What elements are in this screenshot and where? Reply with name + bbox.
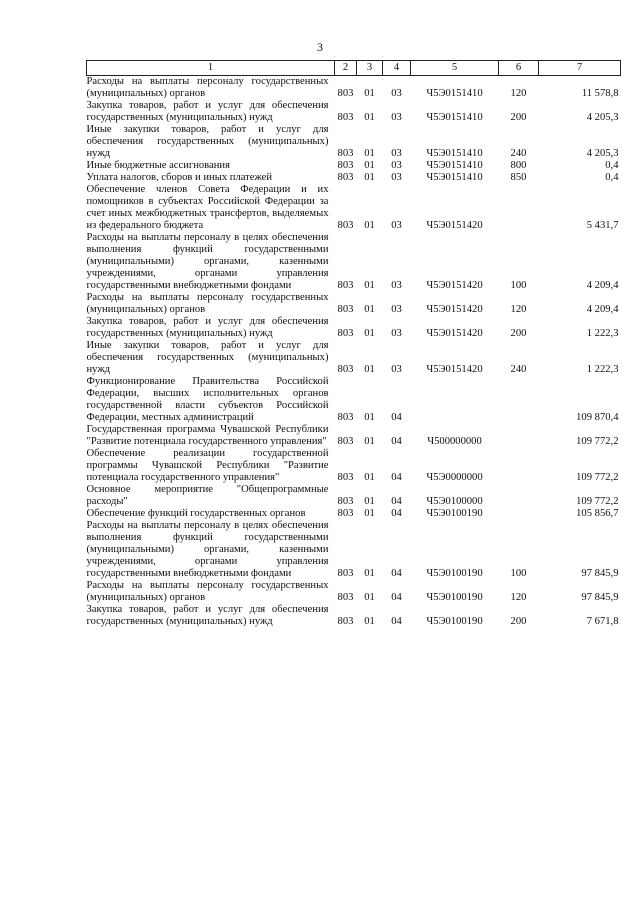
row-expense-type: 800 bbox=[510, 160, 527, 171]
row-name: Расходы на выплаты персоналу государственных (муниципальных) органов bbox=[86, 292, 329, 315]
page-number: 3 bbox=[317, 40, 323, 54]
row-expense-type: 100 bbox=[510, 568, 527, 579]
row-code: 803 bbox=[337, 436, 354, 447]
row-code: 803 bbox=[337, 364, 354, 375]
row-code: 803 bbox=[337, 412, 354, 423]
row-target-article bbox=[411, 376, 499, 424]
row-subsection: 04 bbox=[391, 568, 402, 579]
row-amount: 0,4 bbox=[605, 172, 619, 183]
row-name: Уплата налогов, сборов и иных платежей bbox=[86, 172, 273, 183]
row-subsection: 04 bbox=[391, 412, 402, 423]
row-code: 803 bbox=[337, 496, 354, 507]
row-target-article: Ч5Э0151410 bbox=[426, 160, 483, 171]
table-row bbox=[87, 580, 621, 604]
row-amount: 97 845,9 bbox=[581, 592, 619, 603]
row-amount: 1 222,3 bbox=[586, 328, 619, 339]
table-row bbox=[87, 520, 621, 580]
table-row bbox=[87, 316, 621, 340]
row-section: 01 bbox=[364, 88, 375, 99]
row-amount: 4 205,3 bbox=[586, 148, 619, 159]
row-target-article: Ч5Э0151420 bbox=[426, 364, 483, 375]
row-section: 01 bbox=[364, 328, 375, 339]
row-code: 803 bbox=[337, 88, 354, 99]
row-amount: 97 845,9 bbox=[581, 568, 619, 579]
row-target-article: Ч5Э0151410 bbox=[426, 148, 483, 159]
row-code: 803 bbox=[337, 592, 354, 603]
table-row bbox=[87, 76, 621, 101]
row-section: 01 bbox=[364, 364, 375, 375]
budget-table bbox=[86, 60, 621, 628]
row-name: Иные закупки товаров, работ и услуг для обеспечения государственных (муниципальных) нужд bbox=[86, 124, 329, 159]
row-code: 803 bbox=[337, 472, 354, 483]
row-amount: 1 222,3 bbox=[586, 364, 619, 375]
row-amount: 105 856,7 bbox=[576, 508, 619, 519]
row-subsection: 03 bbox=[391, 148, 402, 159]
table-row bbox=[87, 508, 621, 520]
row-name: Расходы на выплаты персоналу государственных (муниципальных) органов bbox=[86, 76, 329, 99]
row-subsection: 03 bbox=[391, 172, 402, 183]
table-row bbox=[87, 376, 621, 424]
table-row bbox=[87, 340, 621, 376]
row-section: 01 bbox=[364, 412, 375, 423]
row-name: Закупка товаров, работ и услуг для обеспечения государственных (муниципальных) нужд bbox=[86, 316, 329, 339]
row-expense-type: 200 bbox=[510, 616, 527, 627]
row-code: 803 bbox=[337, 148, 354, 159]
row-code: 803 bbox=[337, 616, 354, 627]
row-section: 01 bbox=[364, 304, 375, 315]
table-row bbox=[87, 100, 621, 124]
row-code: 803 bbox=[337, 328, 354, 339]
row-name: Иные бюджетные ассигнования bbox=[86, 160, 230, 171]
row-target-article: Ч5Э0151410 bbox=[426, 88, 483, 99]
row-code: 803 bbox=[337, 508, 354, 519]
row-subsection: 04 bbox=[391, 616, 402, 627]
row-target-article: Ч5Э0151420 bbox=[426, 304, 483, 315]
row-expense-type: 100 bbox=[510, 280, 527, 291]
row-section: 01 bbox=[364, 472, 375, 483]
table-row bbox=[87, 184, 621, 232]
row-expense-type bbox=[499, 376, 539, 424]
row-expense-type bbox=[499, 184, 539, 232]
row-subsection: 03 bbox=[391, 88, 402, 99]
row-target-article: Ч5Э0100190 bbox=[426, 616, 483, 627]
row-section: 01 bbox=[364, 508, 375, 519]
row-name: Государственная программа Чувашской Республики "Развитие потенциала государственного управления" bbox=[86, 424, 329, 447]
table-row bbox=[87, 424, 621, 448]
row-section: 01 bbox=[364, 148, 375, 159]
header-col-2: 2 bbox=[335, 61, 357, 76]
row-expense-type bbox=[499, 448, 539, 484]
header-col-7: 7 bbox=[539, 61, 621, 76]
row-section: 01 bbox=[364, 220, 375, 231]
table-row bbox=[87, 604, 621, 628]
row-target-article: Ч5Э0100000 bbox=[426, 496, 483, 507]
header-col-3: 3 bbox=[357, 61, 383, 76]
row-subsection: 04 bbox=[391, 496, 402, 507]
row-code: 803 bbox=[337, 172, 354, 183]
row-target-article: Ч5Э0100190 bbox=[426, 592, 483, 603]
row-section: 01 bbox=[364, 436, 375, 447]
row-subsection: 03 bbox=[391, 112, 402, 123]
row-name: Функционирование Правительства Российской Федерации, высших исполнительных органов государственной власти субъектов Российской Федерации, местных администраций bbox=[86, 376, 329, 423]
row-expense-type bbox=[499, 508, 539, 520]
row-subsection: 03 bbox=[391, 304, 402, 315]
row-section: 01 bbox=[364, 280, 375, 291]
row-name: Обеспечение функций государственных органов bbox=[86, 508, 306, 519]
row-target-article: Ч5Э0000000 bbox=[426, 472, 483, 483]
row-subsection: 04 bbox=[391, 592, 402, 603]
table-row bbox=[87, 124, 621, 160]
row-section: 01 bbox=[364, 496, 375, 507]
row-subsection: 03 bbox=[391, 160, 402, 171]
table-row bbox=[87, 292, 621, 316]
row-code: 803 bbox=[337, 112, 354, 123]
row-section: 01 bbox=[364, 172, 375, 183]
row-amount: 5 431,7 bbox=[586, 220, 619, 231]
header-col-6: 6 bbox=[499, 61, 539, 76]
row-target-article: Ч5Э0100190 bbox=[426, 508, 483, 519]
row-target-article: Ч5Э0100190 bbox=[426, 568, 483, 579]
row-expense-type: 120 bbox=[510, 304, 527, 315]
row-section: 01 bbox=[364, 568, 375, 579]
row-amount: 4 209,4 bbox=[586, 304, 619, 315]
table-row bbox=[87, 160, 621, 172]
row-target-article: Ч500000000 bbox=[427, 436, 482, 447]
row-target-article: Ч5Э0151420 bbox=[426, 328, 483, 339]
row-code: 803 bbox=[337, 280, 354, 291]
row-amount: 4 205,3 bbox=[586, 112, 619, 123]
row-section: 01 bbox=[364, 592, 375, 603]
row-expense-type: 240 bbox=[510, 364, 527, 375]
table-header-row bbox=[87, 61, 621, 76]
row-expense-type bbox=[499, 424, 539, 448]
row-name: Расходы на выплаты персоналу государственных (муниципальных) органов bbox=[86, 580, 329, 603]
row-name: Основное мероприятие "Общепрограммные расходы" bbox=[86, 484, 329, 507]
row-amount: 11 578,8 bbox=[581, 88, 619, 99]
row-name: Закупка товаров, работ и услуг для обеспечения государственных (муниципальных) нужд bbox=[86, 604, 329, 627]
table-body bbox=[87, 76, 621, 629]
row-target-article: Ч5Э0151420 bbox=[426, 280, 483, 291]
row-name: Закупка товаров, работ и услуг для обеспечения государственных (муниципальных) нужд bbox=[86, 100, 329, 123]
table-row bbox=[87, 172, 621, 184]
row-subsection: 03 bbox=[391, 220, 402, 231]
row-subsection: 04 bbox=[391, 436, 402, 447]
table-row bbox=[87, 448, 621, 484]
row-code: 803 bbox=[337, 220, 354, 231]
row-amount: 109 772,2 bbox=[576, 472, 619, 483]
row-code: 803 bbox=[337, 160, 354, 171]
row-subsection: 03 bbox=[391, 328, 402, 339]
row-expense-type: 240 bbox=[510, 148, 527, 159]
row-target-article: Ч5Э0151420 bbox=[426, 220, 483, 231]
row-amount: 109 772,2 bbox=[576, 436, 619, 447]
row-subsection: 03 bbox=[391, 364, 402, 375]
row-expense-type: 120 bbox=[510, 592, 527, 603]
row-name: Расходы на выплаты персоналу в целях обеспечения выполнения функций государственными (муниципальными) органами, казенными учреждениями, органами управления государственными внебюджетными фондами bbox=[86, 520, 329, 579]
row-code: 803 bbox=[337, 304, 354, 315]
row-expense-type: 850 bbox=[510, 172, 527, 183]
row-amount: 109 772,2 bbox=[576, 496, 619, 507]
row-name: Расходы на выплаты персоналу в целях обеспечения выполнения функций государственными (муниципальными) органами, казенными учреждениями, органами управления государственными внебюджетными фондами bbox=[86, 232, 329, 291]
row-expense-type: 200 bbox=[510, 112, 527, 123]
row-code: 803 bbox=[337, 568, 354, 579]
row-amount: 7 671,8 bbox=[586, 616, 619, 627]
row-expense-type bbox=[499, 484, 539, 508]
row-target-article: Ч5Э0151410 bbox=[426, 172, 483, 183]
row-subsection: 03 bbox=[391, 280, 402, 291]
row-section: 01 bbox=[364, 160, 375, 171]
row-section: 01 bbox=[364, 616, 375, 627]
row-name: Иные закупки товаров, работ и услуг для обеспечения государственных (муниципальных) нужд bbox=[86, 340, 329, 375]
table-row bbox=[87, 484, 621, 508]
row-amount: 4 209,4 bbox=[586, 280, 619, 291]
table-row bbox=[87, 232, 621, 292]
row-amount: 109 870,4 bbox=[576, 412, 619, 423]
row-section: 01 bbox=[364, 112, 375, 123]
row-name: Обеспечение реализации государственной программы Чувашской Республики "Развитие потенциала государственного управления" bbox=[86, 448, 329, 483]
row-name: Обеспечение членов Совета Федерации и их помощников в субъектах Российской Федерации за счет иных межбюджетных трансфертов, выделяемых из федерального бюджета bbox=[86, 184, 329, 231]
row-expense-type: 200 bbox=[510, 328, 527, 339]
header-col-4: 4 bbox=[383, 61, 411, 76]
row-subsection: 04 bbox=[391, 508, 402, 519]
row-amount: 0,4 bbox=[605, 160, 619, 171]
header-col-5: 5 bbox=[411, 61, 499, 76]
row-expense-type: 120 bbox=[510, 88, 527, 99]
row-target-article: Ч5Э0151410 bbox=[426, 112, 483, 123]
header-col-1: 1 bbox=[87, 61, 335, 76]
row-subsection: 04 bbox=[391, 472, 402, 483]
